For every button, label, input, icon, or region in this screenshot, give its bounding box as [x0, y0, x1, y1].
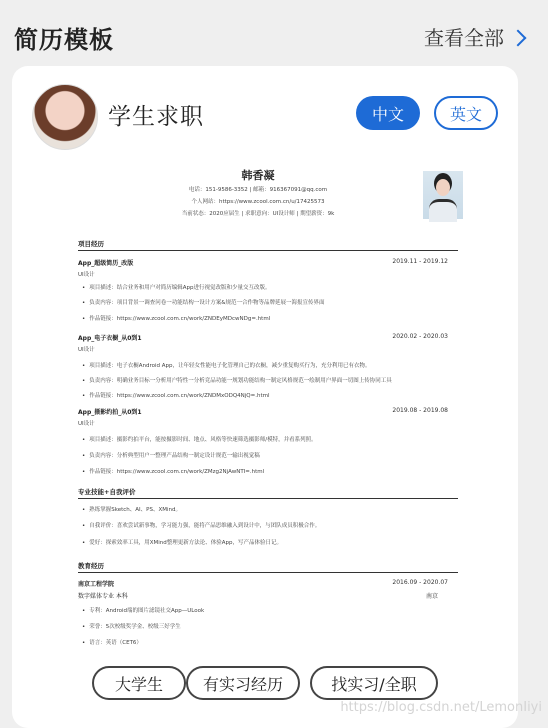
education-date: 2016.09 - 2020.07 — [392, 579, 448, 586]
project-item-head — [78, 258, 458, 267]
project-bullet: • 作品链接：https://www.zcool.com.cn/work/ZNDEyMDcwNDg=.html — [82, 314, 452, 322]
skill-bullet: • 自我评价：喜欢尝试新事物，学习能力强，能将产品思维融入到设计中，与团队成员积极合作。 — [82, 521, 452, 529]
resume-website: 个人网站：https://www.zcool.com.cn/u/17425573 — [191, 199, 325, 205]
section-projects-heading: 项目经历 — [78, 239, 458, 251]
watermark-text: https://blog.csdn.net/LemonIiyi — [340, 700, 542, 715]
english-language-button[interactable]: 英文 — [434, 96, 498, 130]
project-date: 2019.11 - 2019.12 — [392, 258, 448, 265]
school-name: 南京工程学院 — [78, 581, 115, 588]
project-role: UI设计 — [78, 421, 95, 427]
project-date: 2019.08 - 2019.08 — [392, 407, 448, 414]
view-all-link[interactable] — [424, 22, 524, 51]
project-bullet: • 项目描述：电子衣橱Android App，让年轻女性能电子化管理自己的衣橱，减少重复购买行为，充分利用已有衣物。 — [82, 361, 452, 369]
section-title: 简历模板 — [14, 26, 114, 54]
tag-seeking-job[interactable]: 找实习/全职 — [310, 666, 438, 700]
resume-photo — [423, 171, 463, 219]
template-card[interactable] — [12, 66, 518, 728]
project-role: UI设计 — [78, 347, 95, 353]
project-bullet: • 作品链接：https://www.zcool.com.cn/work/ZMzg2NjAwNTI=.html — [82, 467, 452, 475]
chinese-language-button[interactable]: 中文 — [356, 96, 420, 130]
education-bullet: • 语言：英语（CET6） — [82, 638, 452, 646]
tag-internship-experience[interactable]: 有实习经历 — [186, 666, 300, 700]
project-bullet: • 负责内容：明确业务目标一分析用户特性一分析竞品功能一规划功能结构一制定风格规范一绘制用户界面一切图上传协同工具 — [82, 376, 452, 384]
project-bullet: • 作品链接：https://www.zcool.com.cn/work/ZNDMxODQ4NjQ=.html — [82, 391, 452, 399]
education-bullet: • 荣誉：5次校级奖学金、校级三好学生 — [82, 622, 452, 630]
project-bullet: • 项目描述：结合业务和用户对简历编辑App进行视觉改版和少量交互改版。 — [82, 283, 452, 291]
section-skills-heading: 专业技能+自我评价 — [78, 487, 458, 499]
section-education-heading: 教育经历 — [78, 561, 458, 573]
education-item-head — [78, 579, 458, 588]
project-bullet: • 负责内容：项目背景一调查问卷一功能结构一设计方案&规范一合作物等品牌延展一海报宣传界面 — [82, 298, 452, 306]
section-header — [0, 0, 548, 70]
project-role: UI设计 — [78, 272, 95, 278]
project-name: App_电子衣橱_从0到1 — [78, 335, 142, 342]
education-location: 南京 — [425, 593, 438, 600]
education-major-row — [78, 591, 458, 600]
chevron-right-icon — [510, 29, 527, 46]
project-date: 2020.02 - 2020.03 — [392, 333, 448, 340]
project-name: App_摄影约拍_从0到1 — [78, 409, 142, 416]
avatar — [32, 84, 98, 150]
education-bullet: • 专利：Android端的图片滤镜社交App—ULook — [82, 606, 452, 614]
resume-status: 当前状态：2020应届生 | 求职意向：UI设计师 | 期望薪资：9k — [181, 211, 335, 217]
project-name: App_超级简历_改版 — [78, 260, 134, 267]
card-title: 学生求职 — [108, 104, 204, 130]
project-item-head — [78, 407, 458, 416]
resume-contact: 电话：151-9586-3352 | 邮箱：916367091@qq.com — [188, 187, 328, 193]
view-all-label: 查看全部 — [424, 26, 504, 50]
resume-name: 韩香凝 — [241, 169, 275, 182]
project-bullet: • 项目描述：摄影约拍平台，能按摄影时间、地点、风格等快速筛选摄影师/模特，并看系列照。 — [82, 435, 452, 443]
project-bullet: • 负责内容：分析典型用户一整理产品结构一制定设计规范一输出视觉稿 — [82, 451, 452, 459]
skill-bullet: • 熟练掌握Sketch、AI、PS、XMind。 — [82, 505, 452, 513]
project-item-head — [78, 333, 458, 342]
tag-college-student[interactable]: 大学生 — [92, 666, 186, 700]
education-major: 数字媒体专业 本科 — [78, 593, 128, 600]
skill-bullet: • 爱好：探索效率工具，用XMind整理更新方法论、体验App，写产品体验日记。 — [82, 538, 452, 546]
